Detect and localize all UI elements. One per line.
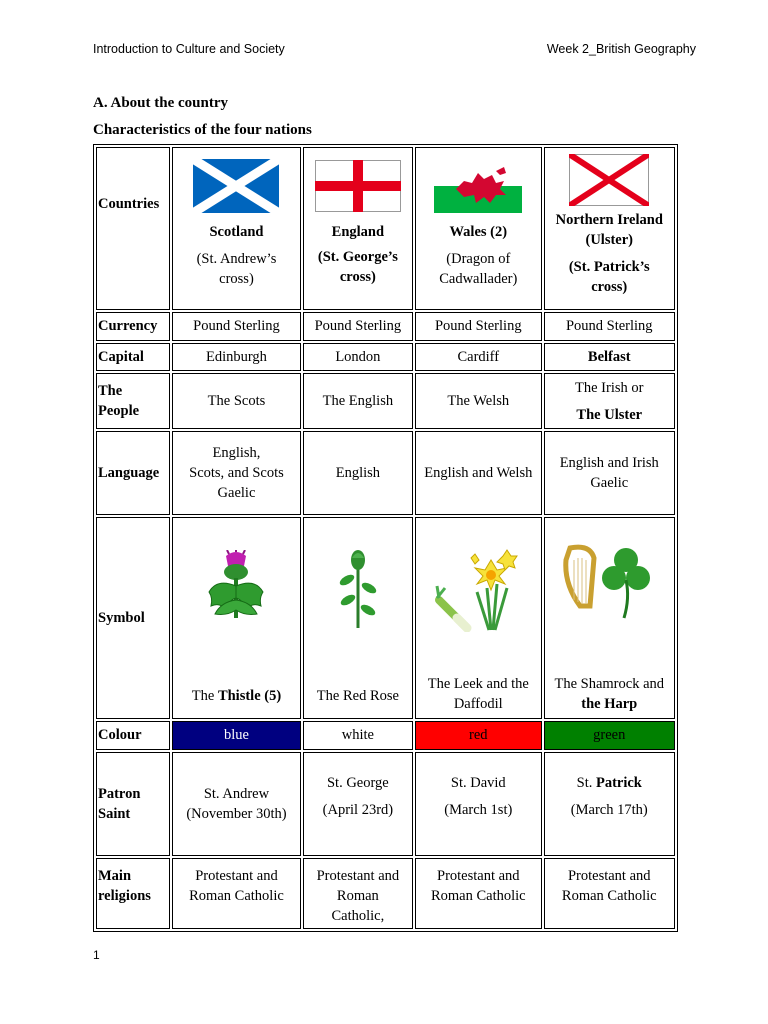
religion-text: Protestant and (437, 867, 520, 884)
cell-currency: Pound Sterling (172, 312, 300, 341)
row-label-language: Language (96, 431, 170, 515)
row-label-countries (96, 147, 170, 310)
cell-colour-blue: blue (172, 721, 300, 750)
england-flag-icon (305, 158, 411, 214)
leek-and-daffodil-icon (435, 548, 521, 632)
people-text: The Irish or (575, 379, 644, 396)
cell-religion (172, 858, 300, 929)
cell-symbol (544, 517, 676, 719)
cell-language (544, 431, 676, 515)
cell-religion (415, 858, 541, 929)
scotland-flag-icon (174, 158, 298, 214)
row-label-text: Countries (98, 196, 160, 212)
cell-patron-saint (415, 752, 541, 856)
header-course-title: Introduction to Culture and Society (93, 42, 285, 56)
wales-red-dragon-flag (434, 159, 522, 213)
table-row-people (96, 373, 675, 429)
thistle-icon (207, 550, 265, 620)
row-label-text: People (98, 403, 140, 420)
religion-text: Protestant and (567, 867, 651, 884)
row-label-people (96, 373, 170, 429)
cell-religion (303, 858, 413, 929)
cell-religion (544, 858, 676, 929)
cell-symbol (172, 517, 300, 719)
nations-table-wrapper (93, 144, 678, 932)
scotland-saltire-flag (193, 159, 279, 213)
northern-ireland-flag-icon (546, 152, 674, 208)
symbol-label: The Red Rose (316, 687, 399, 704)
cell-patron-saint (172, 752, 300, 856)
flag-description: cross) (339, 269, 376, 285)
saint-date: (November 30th) (186, 805, 287, 822)
cell-capital: Edinburgh (172, 343, 300, 372)
flag-description: Cadwallader) (439, 271, 518, 287)
cell-language: English and Welsh (415, 431, 541, 515)
flag-description: (St. Patrick’s (568, 259, 650, 275)
england-st-george-cross-flag (315, 160, 401, 212)
saint-name: St. Andrew (203, 785, 270, 802)
cell-scotland (172, 147, 300, 310)
religion-text: Roman (336, 887, 379, 904)
symbol-label (554, 674, 664, 716)
cell-people: The Welsh (415, 373, 541, 429)
saint-date: (March 1st) (444, 801, 513, 818)
cell-people: The Scots (172, 373, 300, 429)
cell-patron-saint (544, 752, 676, 856)
flag-description: (St. George’s (317, 249, 398, 265)
symbol-label-text: The Leek and the (427, 675, 529, 692)
saint-name-text: Patrick (595, 774, 642, 791)
cell-symbol (303, 517, 413, 719)
cell-colour-red: red (415, 721, 541, 750)
table-row-capital (96, 343, 675, 372)
cell-england (303, 147, 413, 310)
row-label-colour: Colour (96, 721, 170, 750)
cell-language (172, 431, 300, 515)
section-title: A. About the country (93, 95, 229, 111)
cell-wales (415, 147, 541, 310)
row-label-patron-saint (96, 752, 170, 856)
row-label-text: The (98, 383, 123, 400)
religion-text: Protestant and (316, 867, 400, 884)
symbol-label-text: The (191, 687, 218, 704)
language-text: English, (212, 445, 261, 462)
country-name: Wales (2) (449, 224, 508, 240)
cell-currency: Pound Sterling (544, 312, 676, 341)
symbol-label-text: Thistle (5) (217, 687, 282, 704)
religion-text: Roman Catholic (430, 887, 526, 904)
row-label-text: religions (98, 887, 151, 904)
st-patrick-saltire-flag (569, 154, 649, 206)
country-name: Scotland (209, 224, 264, 240)
symbol-label-text: The Shamrock and (554, 675, 665, 692)
cell-colour-white: white (303, 721, 413, 750)
row-label-symbol: Symbol (96, 517, 170, 719)
saint-name: St. David (450, 774, 506, 791)
table-row-patron-saint (96, 752, 675, 856)
cell-patron-saint (303, 752, 413, 856)
saint-date: (March 17th) (570, 801, 648, 818)
country-name: (Ulster) (585, 232, 633, 248)
language-text: Gaelic (217, 485, 256, 502)
cell-capital: London (303, 343, 413, 372)
table-row-language (96, 431, 675, 515)
table-row-countries (96, 147, 675, 310)
cell-currency: Pound Sterling (303, 312, 413, 341)
cell-capital: Cardiff (415, 343, 541, 372)
row-label-text: Patron (98, 785, 141, 802)
cell-people (544, 373, 676, 429)
saint-date: (April 23rd) (322, 801, 394, 818)
wales-flag-icon (417, 158, 539, 214)
language-text: Gaelic (590, 475, 629, 492)
people-text: The Ulster (576, 406, 643, 423)
language-text: Scots, and Scots (189, 465, 284, 482)
symbol-label-text: the Harp (581, 695, 638, 712)
table-row-symbol (96, 517, 675, 719)
red-rose-icon (338, 550, 378, 630)
row-label-text: Main (98, 867, 132, 884)
saint-name-text: St. (576, 774, 596, 791)
country-name: Northern Ireland (555, 212, 663, 228)
table-row-colour (96, 721, 675, 750)
row-label-text: Saint (98, 805, 131, 822)
cell-symbol (415, 517, 541, 719)
harp-and-shamrock-icon (560, 544, 658, 622)
header-week-title: Week 2_British Geography (546, 42, 696, 56)
religion-text: Catholic, (331, 907, 385, 924)
table-row-currency (96, 312, 675, 341)
symbol-label (192, 686, 281, 716)
symbol-label (428, 674, 529, 716)
saint-name: St. George (326, 774, 389, 791)
religion-text: Roman Catholic (189, 887, 284, 904)
flag-description: (Dragon of (446, 251, 511, 267)
flag-description: cross) (591, 279, 628, 295)
language-text: English and Irish (559, 455, 659, 472)
saint-name (546, 773, 674, 793)
table-title: Characteristics of the four nations (93, 122, 312, 138)
table-row-religions (96, 858, 675, 929)
cell-people: The English (303, 373, 413, 429)
nations-table (93, 144, 678, 932)
page-number: 1 (93, 948, 100, 962)
symbol-label-text: Daffodil (453, 695, 503, 712)
flag-description: (St. Andrew’s (196, 251, 277, 267)
cell-northern-ireland (544, 147, 676, 310)
religion-text: Roman Catholic (561, 887, 657, 904)
cell-language: English (303, 431, 413, 515)
row-label-capital: Capital (96, 343, 170, 372)
cell-capital: Belfast (544, 343, 676, 372)
cell-currency: Pound Sterling (415, 312, 541, 341)
country-name: England (331, 224, 385, 240)
row-label-religions (96, 858, 170, 929)
religion-text: Protestant and (195, 867, 278, 884)
row-label-currency: Currency (96, 312, 170, 341)
flag-description: cross) (219, 271, 254, 287)
cell-colour-green: green (544, 721, 676, 750)
